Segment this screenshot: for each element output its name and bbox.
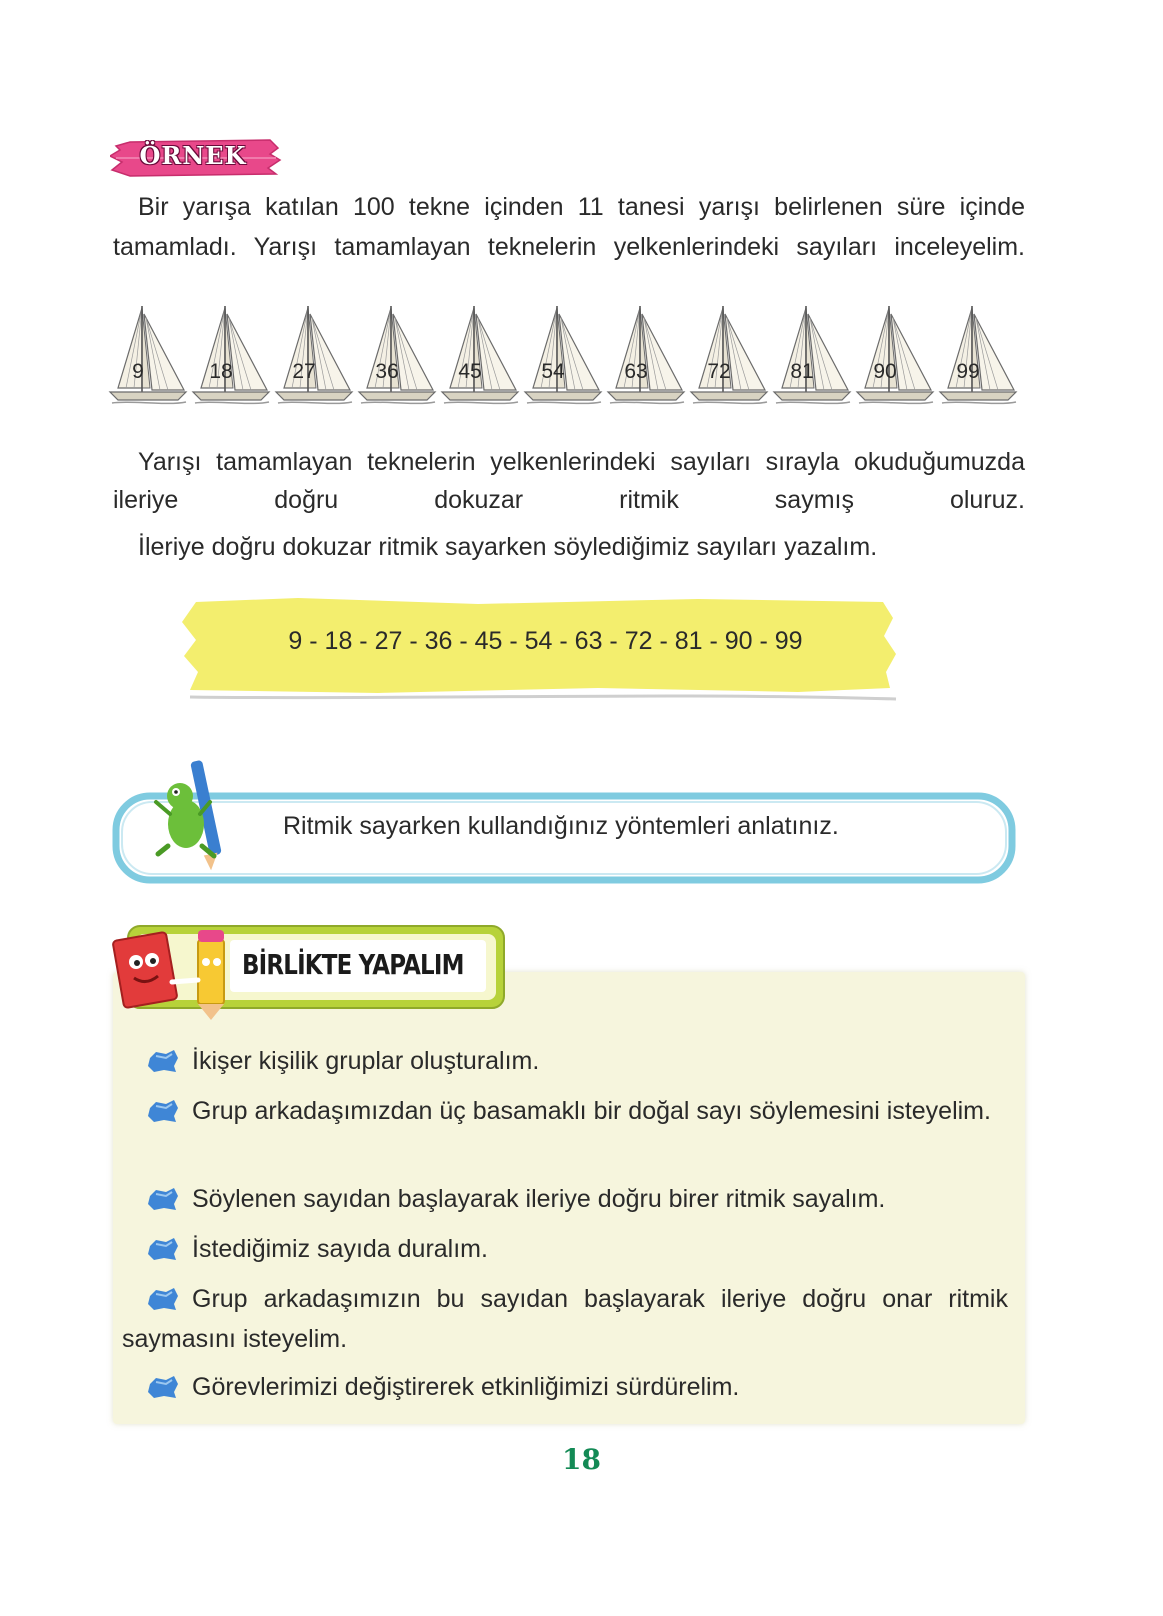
- instruction-text: İleriye doğru dokuzar ritmik sayarken söylediğimiz sayıları yazalım.: [138, 533, 878, 561]
- step-2: [122, 1091, 1008, 1131]
- sailboat-9: [108, 304, 188, 412]
- sequence-text: 9 - 18 - 27 - 36 - 45 - 54 - 63 - 72 - 81 - 90 - 99: [288, 627, 803, 655]
- step-5: [122, 1279, 1008, 1359]
- sailboat-number: 54: [541, 360, 565, 383]
- sailboat-number: 63: [624, 360, 648, 383]
- step-6-text: Görevlerimizi değiştirerek etkinliğimizi sürdürelim.: [192, 1373, 740, 1401]
- step-3-text: Söylenen sayıdan başlayarak ileriye doğru birer ritmik sayalım.: [192, 1185, 886, 1213]
- explanation-text: Yarışı tamamlayan teknelerin yelkenlerindeki sayıları sırayla okuduğumuzda ileriye doğru dokuzar ritmik saymış oluruz.: [113, 448, 1025, 514]
- sailboat-row: [108, 304, 1028, 414]
- step-2-text: Grup arkadaşımızdan üç basamaklı bir doğal sayı söylemesini isteyelim.: [192, 1097, 991, 1125]
- sailboat-number: 81: [790, 360, 814, 383]
- step-1: [150, 1041, 1008, 1081]
- step-4: [150, 1229, 1008, 1269]
- splash-bullet-icon: [146, 1374, 180, 1400]
- step-4-text: İstediğimiz sayıda duralım.: [192, 1235, 488, 1263]
- sailboat-45: [440, 304, 520, 412]
- sailboat-number: 18: [209, 360, 233, 383]
- page-number: 18: [562, 1443, 601, 1476]
- step-6: [150, 1367, 1008, 1407]
- step-5-text: Grup arkadaşımızın bu sayıdan başlayarak ileriye doğru onar ritmik saymasını isteyelim.: [122, 1285, 1008, 1353]
- question-text: Ritmik sayarken kullandığınız yöntemleri anlatınız.: [283, 812, 839, 840]
- sailboat-63: [606, 304, 686, 412]
- sailboat-number: 90: [873, 360, 897, 383]
- activity-banner-title: BİRLİKTE YAPALIM: [242, 948, 464, 981]
- splash-bullet-icon: [146, 1186, 180, 1212]
- sailboat-72: [689, 304, 769, 412]
- example-badge-label: ÖRNEK: [139, 141, 247, 170]
- splash-bullet-icon: [146, 1236, 180, 1262]
- step-1-text: İkişer kişilik gruplar oluşturalım.: [192, 1047, 540, 1075]
- sailboat-18: [191, 304, 271, 412]
- sailboat-27: [274, 304, 354, 412]
- splash-bullet-icon: [146, 1098, 180, 1124]
- sailboat-90: [855, 304, 935, 412]
- intro-text: Bir yarışa katılan 100 tekne içinden 11 tanesi yarışı belirlenen süre içinde tamamladı. Yarışı tamamlayan teknelerin yelkenlerindeki sayıları inceleyelim.: [113, 193, 1025, 261]
- sailboat-number: 72: [707, 360, 731, 383]
- sailboat-number: 27: [292, 360, 316, 383]
- book-character-icon: [113, 932, 178, 1008]
- sailboat-54: [523, 304, 603, 412]
- sailboat-81: [772, 304, 852, 412]
- sailboat-number: 36: [375, 360, 399, 383]
- intro-paragraph: [113, 187, 1025, 267]
- step-3: [150, 1179, 1008, 1219]
- sailboat-number: 45: [458, 360, 482, 383]
- splash-bullet-icon: [146, 1286, 180, 1312]
- explanation-paragraph: [113, 443, 1025, 519]
- instruction-paragraph: [113, 527, 1025, 567]
- sailboat-number: 99: [956, 360, 980, 383]
- splash-bullet-icon: [146, 1048, 180, 1074]
- sailboat-number: 9: [132, 360, 144, 383]
- sailboat-99: [938, 304, 1018, 412]
- sailboat-36: [357, 304, 437, 412]
